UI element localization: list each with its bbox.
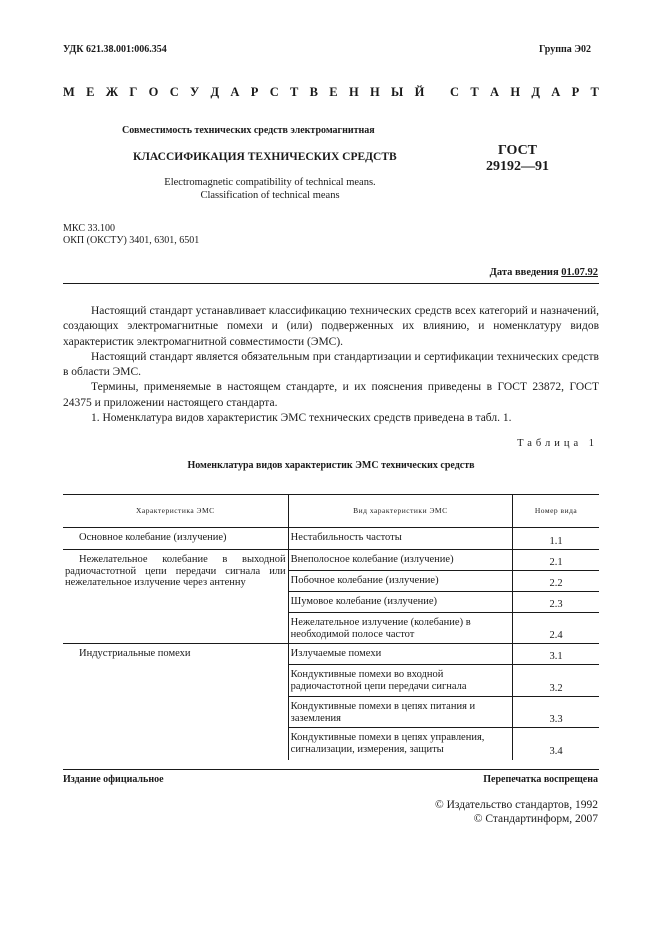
heading-letter: Т xyxy=(470,85,479,99)
header-kind: Вид характеристики ЭМС xyxy=(288,495,512,528)
divider-bottom xyxy=(63,769,599,770)
title-line-2: КЛАССИФИКАЦИЯ ТЕХНИЧЕСКИХ СРЕДСТВ xyxy=(133,151,397,163)
mks-code: МКС 33.100 xyxy=(63,223,115,234)
copyright-line-2: © Стандартинформ, 2007 xyxy=(473,812,598,825)
table-row xyxy=(63,644,599,665)
table-header-row xyxy=(63,495,599,528)
group-code: Группа Э02 xyxy=(539,44,591,55)
heading-letter: Р xyxy=(250,85,259,99)
kind-cell: Нежелательное излучение (колебание) в необходимой полосе частот xyxy=(288,613,512,644)
copyright-line-1: © Издательство стандартов, 1992 xyxy=(434,799,598,811)
heading-letter: М xyxy=(63,85,75,99)
copyright-block xyxy=(435,799,598,826)
english-title-line-1: Electromagnetic compatibility of technical means. xyxy=(164,177,376,188)
group-characteristic: Индустриальные помехи xyxy=(79,648,191,659)
heading-letter: А xyxy=(230,85,240,99)
heading-letter: Н xyxy=(510,85,521,99)
reprint-note: Перепечатка воспрещена xyxy=(483,774,598,785)
paragraph-1: Настоящий стандарт устанавливает классификацию технических средств всех категорий и назначений, создающих электромагнитные помехи и (или) подверженных их влиянию, и номенклатуру видов характеристик электромагнитной совместимости (ЭМС). xyxy=(63,305,599,348)
number-cell: 3.3 xyxy=(513,697,599,728)
heading-letter: Й xyxy=(414,85,425,99)
heading-letter: Р xyxy=(571,85,580,99)
kind-cell: Нестабильность частоты xyxy=(288,528,512,550)
heading-letter: Т xyxy=(290,85,299,99)
heading-letter: А xyxy=(490,85,500,99)
number-cell: 2.1 xyxy=(513,550,599,571)
kind-cell: Побочное колебание (излучение) xyxy=(288,571,512,592)
heading-letter: Т xyxy=(590,85,599,99)
date-label: Дата введения xyxy=(489,267,559,278)
table-label: Таблица 1 xyxy=(517,438,598,449)
standard-type-heading xyxy=(63,85,599,100)
number-cell: 3.1 xyxy=(513,644,599,665)
heading-letter: С xyxy=(269,85,279,99)
table-row xyxy=(63,528,599,550)
paragraph-4: 1. Номенклатура видов характеристик ЭМС технических средств приведена в табл. 1. xyxy=(91,412,512,425)
heading-letter: С xyxy=(169,85,179,99)
number-cell: 2.2 xyxy=(513,571,599,592)
english-title xyxy=(150,176,390,202)
header-number: Номер вида xyxy=(513,495,599,528)
header-characteristic: Характеристика ЭМС xyxy=(63,495,288,528)
heading-letter: Д xyxy=(531,85,540,99)
kind-cell: Кондуктивные помехи в цепях управления, сигнализации, измерения, защиты xyxy=(288,728,512,760)
kind-cell: Излучаемые помехи xyxy=(288,644,512,665)
heading-letter: О xyxy=(148,85,159,99)
gost-number xyxy=(486,143,549,175)
heading-letter: В xyxy=(309,85,318,99)
paragraph-3: Термины, применяемые в настоящем стандарте, и их пояснения приведены в ГОСТ 23872, ГОСТ 24375 и приложении настоящего стандарта. xyxy=(63,381,599,409)
kind-cell: Кондуктивные помехи во входной радиочастотной цепи передачи сигнала xyxy=(288,665,512,697)
heading-letter: Ж xyxy=(105,85,119,99)
table-row xyxy=(63,550,599,571)
english-title-line-2: Classification of technical means xyxy=(200,190,340,201)
kind-cell: Кондуктивные помехи в цепях питания и заземления xyxy=(288,697,512,728)
kind-cell: Шумовое колебание (излучение) xyxy=(288,592,512,613)
group-characteristic: Основное колебание (излучение) xyxy=(63,528,288,550)
number-cell: 2.4 xyxy=(513,613,599,644)
date-value: 01.07.92 xyxy=(561,267,598,278)
table-title: Номенклатура видов характеристик ЭМС технических средств xyxy=(187,460,475,471)
body-text xyxy=(63,304,599,426)
heading-letter: Н xyxy=(348,85,359,99)
number-cell: 3.2 xyxy=(513,665,599,697)
ems-table xyxy=(63,494,599,760)
heading-letter: Е xyxy=(329,85,338,99)
heading-letter: С xyxy=(450,85,460,99)
number-cell: 2.3 xyxy=(513,592,599,613)
heading-letter: А xyxy=(551,85,561,99)
classification-codes xyxy=(63,223,199,247)
paragraph-2: Настоящий стандарт является обязательным при стандартизации и сертификации технических средств в области ЭМС. xyxy=(63,350,599,379)
divider-top xyxy=(63,283,599,284)
heading-letter: Е xyxy=(86,85,95,99)
heading-letter: Ы xyxy=(391,85,404,99)
heading-letter: У xyxy=(190,85,200,99)
heading-gap xyxy=(436,85,439,100)
gost-code: 29192—91 xyxy=(486,159,549,174)
heading-letter: Г xyxy=(129,85,138,99)
heading-letter: Д xyxy=(210,85,220,99)
introduction-date xyxy=(490,267,598,278)
udk-code: УДК 621.38.001:006.354 xyxy=(63,44,167,55)
okp-code: ОКП (ОКСТУ) 3401, 6301, 6501 xyxy=(63,235,200,246)
group-characteristic: Нежелательное колебание в выходной радиочастотной цепи передачи сигнала или нежелательное излучение через антенну xyxy=(63,550,288,644)
number-cell: 1.1 xyxy=(513,528,599,550)
edition-note: Издание официальное xyxy=(63,774,164,785)
number-cell: 3.4 xyxy=(549,746,563,757)
heading-letter: Н xyxy=(369,85,380,99)
title-line-1: Совместимость технических средств электромагнитная xyxy=(122,125,375,136)
gost-label: ГОСТ xyxy=(497,143,538,158)
kind-cell: Внеполосное колебание (излучение) xyxy=(288,550,512,571)
